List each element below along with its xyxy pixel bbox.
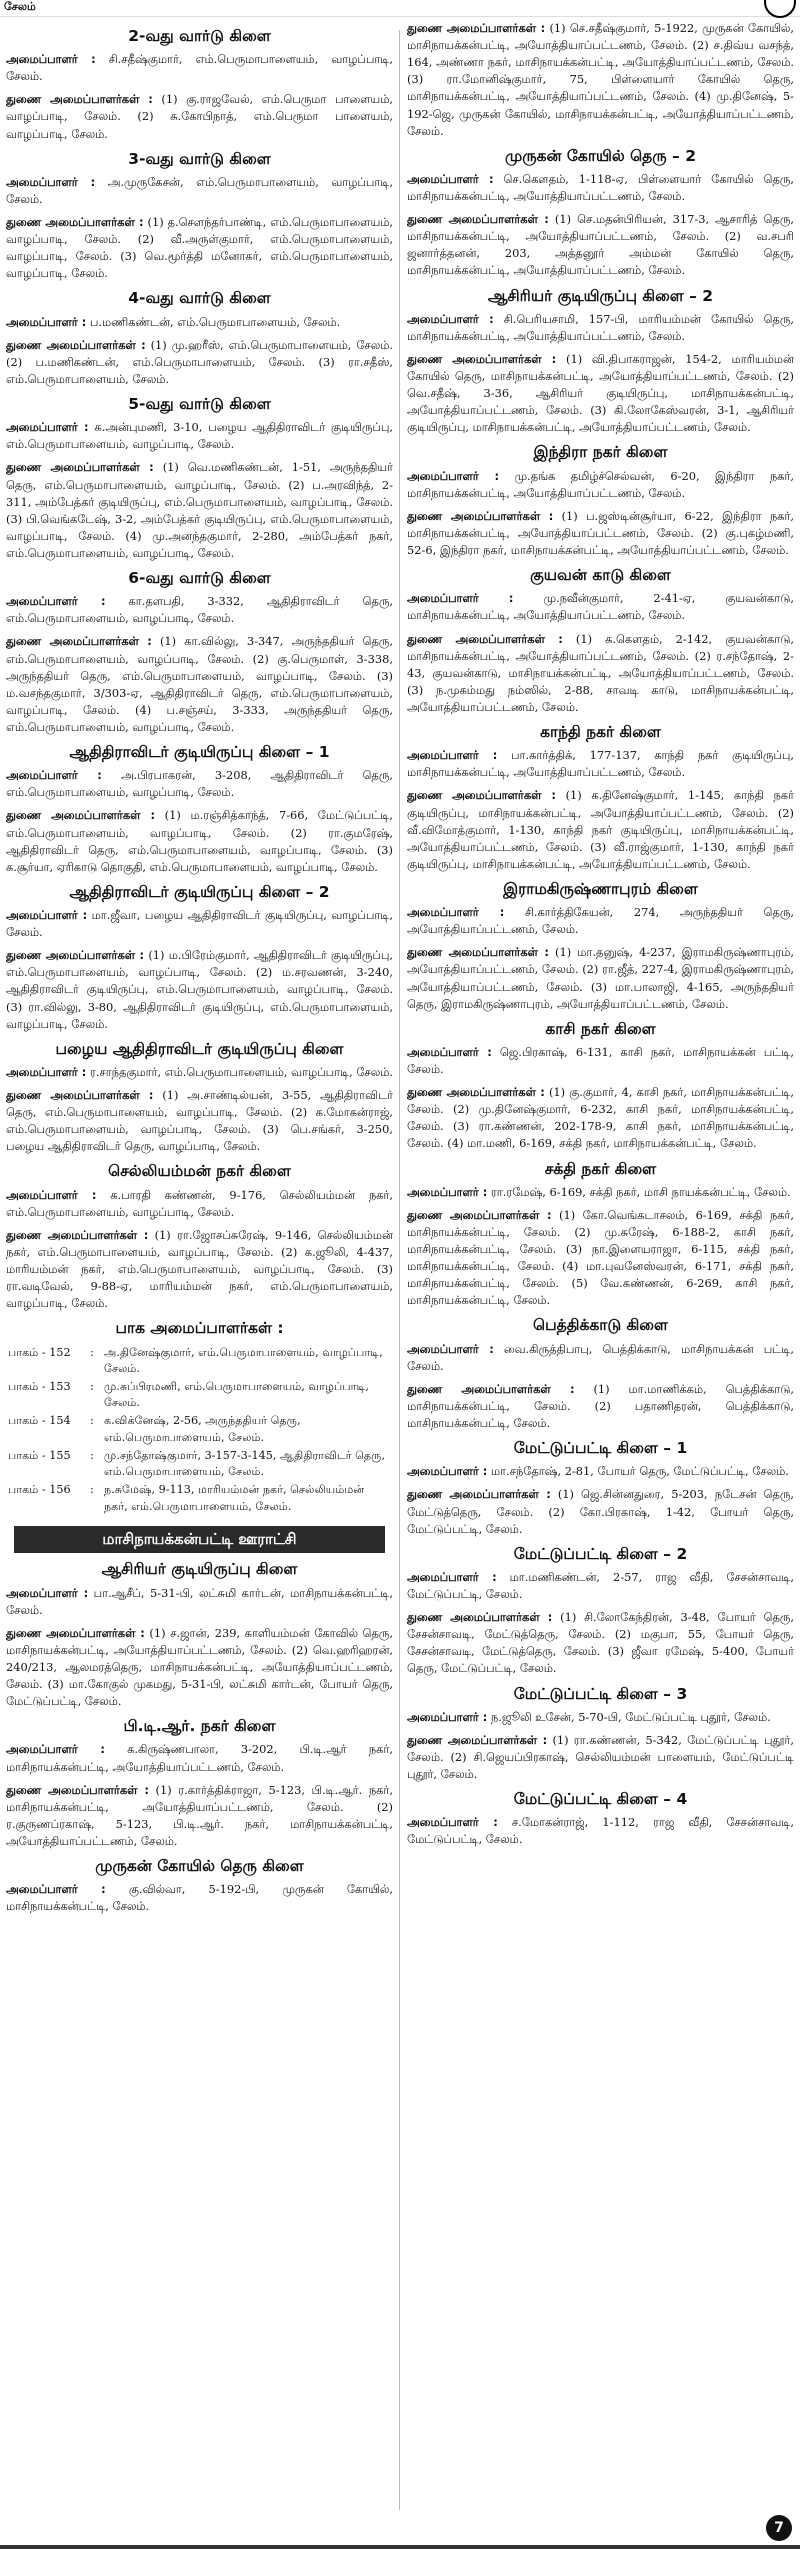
booth-colon: : [90,1380,94,1393]
section-title: முருகன் கோயில் தெரு – 2 [505,146,696,165]
role-label: அமைப்பாளர் : [407,1569,497,1584]
member-details: ஜெ.பிரகாஷ், 6-131, காசி நகர், மாசிநாயக்கன் பட்டி, சேலம். [407,1044,794,1077]
top-header-strip [0,0,800,17]
member-entry [407,631,794,717]
member-details: மா.மணிகண்டன், 2-57, ராஜ வீதி, சேசன்சாவடி, மேட்டுப்பட்டி, சேலம். [407,1569,794,1601]
member-entry [6,1782,393,1850]
header-emblem-circle [764,0,796,18]
member-details: சி.சதீஷ்குமார், எம்.பெருமாபாளையம், வாழப்பாடி, சேலம். [6,52,393,84]
section-title: பெத்திக்காடு கிளை [533,1316,668,1335]
booth-number: பாகம் - 153 [8,1380,71,1393]
member-entry [6,174,393,208]
member-entry [6,1881,393,1915]
section-title: இந்திரா நகர் கிளை [533,443,668,462]
member-entry [407,171,794,205]
role-label: துணை அமைப்பாளர்கள் : [6,337,146,352]
section-title: குயவன் காடு கிளை [530,566,671,585]
member-details: (1) வெ.மணிகண்டன், 1-51, அருந்ததியர் தெரு, எம்.பெருமாபாளையம், வாழப்பாடி, சேலம். (2) ப.அரவிந்த், 2-311, அம்பேத்கர் குடியிருப்பு, எம்.பெருமாபாளையம், வாழப்பாடி, சேலம். (3) பி.வெங்கடேஷ், 3-2, அம்பேத்கர் குடியிருப்பு, எம்.பெருமாபாளையம், வாழப்பாடி, சேலம். (4) மு.அனந்தகுமார், 2-280, அம்பேத்கர் நகர், எம்.பெருமாபாளையம், வாழப்பாடி, சேலம். [6,460,393,560]
role-label: அமைப்பாளர் : [407,591,514,606]
role-label: அமைப்பாளர் : [6,594,106,609]
member-entry [407,211,794,279]
member-entry [407,1814,794,1848]
role-label: அமைப்பாளர் : [407,1709,488,1724]
member-details: (1) ரா.ஜோசப்சுரேஷ், 9-146, செல்லியம்மன் நகர், எம்.பெருமாபாளையம், வாழப்பாடி, சேலம். (2) க.ஜூலி, 4-437, மாரியம்மன் நகர், எம்.பெருமாபாளையம், வாழப்பாடி, சேலம். (3) ரா.வடிவேல், 9-88-ஏ, மாரியம்மன் நகர், எம்.பெருமாபாளையம், வாழப்பாடி, சேலம். [6,1227,393,1311]
booth-number: பாகம் - 154 [8,1414,71,1428]
section-title: இராமகிருஷ்ணாபுரம் கிளை [503,879,698,898]
member-details: (1) மு.ஹரீஸ், எம்.பெருமாபாளையம், சேலம். (2) ப.மணிகண்டன், எம்.பெருமாபாளையம், சேலம். (3) ரா.சதீஸ், எம்.பெருமாபாளையம், சேலம். [6,337,393,386]
booth-row [6,1481,393,1515]
member-details: (1) ர.கார்த்திக்ராஜா, 5-123, பி.டி.ஆர். நகர், மாசிநாயக்கன்பட்டி, அயோத்தியாப்பட்டணம், சேலம். (2) ர.குருணப்ரகாஷ், 5-123, பி.டி.ஆர். நகர், மாசிநாயக்கன்பட்டி, அயோத்தியாப்பட்டணம், சேலம். [6,1782,393,1848]
booth-organizer: மு.சந்தோஷ்குமார், 3-157-3-145, ஆதிதிராவிடர் தெரு, எம்.பெருமாபாளையம், சேலம். [104,1448,386,1479]
member-entry [6,633,393,736]
member-details: (1) கா.வில்லு, 3-347, அருந்ததியர் தெரு, எம்.பெருமாபாளையம், வாழப்பாடி, சேலம். (2) கு.பெருமாள், 3-338, அருந்ததியர் தெரு, எம்.பெருமாபாளையம், வாழப்பாடி, சேலம். (3) ம.வசந்தகுமார், 3/303-ஏ, ஆதிதிராவிடர் தெரு, எம்.பெருமாபாளையம், வாழப்பாடி, சேலம். (4) ப.சஞ்சய், 3-333, அருந்ததியர் தெரு, எம்.பெருமாபாளையம், வாழப்பாடி, சேலம். [6,634,393,734]
role-label: துணை அமைப்பாளர்கள் : [407,945,549,960]
member-details: (1) சி.லோகேந்திரன், 3-48, போயர் தெரு, சேசன்சாவடி, மேட்டுத்தெரு, சேலம். (2) மகுபா, 55, போயர் தெரு, சேசன்சாவடி, மேட்டுத்தெரு, சேலம். (3) ஜீவா ரமேஷ், 5-400, போயர் தெரு, மேட்டுப்பட்டி, சேலம். [407,1610,794,1676]
booth-number: பாகம் - 152 [8,1345,71,1359]
member-entry [407,944,794,1012]
member-entry [6,907,393,941]
booth-organizer: மு.சுப்பிரமணி, எம்.பெருமாபாளையம், வாழப்பாடி, சேலம். [104,1380,369,1410]
member-entry [6,1227,393,1313]
member-details: (1) கு.குமார், 4, காசி நகர், மாசிநாயக்கன்பட்டி, சேலம். (2) மு.தினேஷ்குமார், 6-232, காசி நகர், மாசிநாயக்கன்பட்டி, சேலம். (3) ரா.கண்ணன், 202-178-9, காசி நகர், மாசிநாயக்கன்பட்டி, சேலம். (4) மா.மணி, 6-169, சக்தி நகர், மாசிநாயக்கன்பட்டி, சேலம். [407,1085,794,1151]
member-details: மு.நவீன்குமார், 2-41-ஏ, குயவன்காடு, மாசிநாயக்கன்பட்டி, அயோத்தியாப்பட்டணம், சேலம். [407,591,794,623]
member-entry [407,1184,794,1201]
role-label: அமைப்பாளர் : [6,768,102,783]
article-columns [6,20,794,2520]
role-label: துணை அமைப்பாளர்கள் : [6,948,145,963]
member-details: க.கிருஷ்ணபாலா, 3-202, பி.டி.ஆர் நகர், மாசிநாயக்கன்பட்டி, அயோத்தியாப்பட்டணம், சேலம். [6,1742,393,1774]
member-details: (1) மா.மாணிக்கம், பெத்திக்காடு, மாசிநாயக்கன்பட்டி, சேலம். (2) பதாணிதரன், பெத்திக்காடு, மாசிநாயக்கன்பட்டி, சேலம். [407,1381,794,1431]
member-details: (1) ரா.கண்ணன், 5-342, மேட்டுப்பட்டி புதூர், சேலம். (2) சி.ஜெயப்பிரகாஷ், செல்லியம்மன் பாளையம், மேட்டுப்பட்டி புதூர், சேலம். [407,1732,794,1781]
section-title: 3-வது வார்டு கிளை [128,149,271,168]
section-title: ஆதிதிராவிடர் குடியிருப்பு கிளை – 2 [69,882,330,901]
booth-table [6,1344,393,1516]
section-title: சக்தி நகர் கிளை [544,1159,657,1178]
member-details: மா.சந்தோஷ், 2-81, போயர் தெரு, மேட்டுப்பட்டி, சேலம். [490,1464,789,1479]
role-label: அமைப்பாளர் : [407,748,498,763]
role-label: அமைப்பாளர் : [6,420,89,435]
member-entry [407,1084,794,1152]
member-details: அ.பிரபாகரன், 3-208, ஆதிதிராவிடர் தெரு, எம்.பெருமாபாளையம், வாழப்பாடி, சேலம். [6,768,393,800]
role-label: துணை அமைப்பாளர்கள் : [407,212,549,227]
booth-heading: பாக அமைப்பாளர்கள் : [115,1319,284,1338]
member-entry [6,314,393,331]
member-details: பா.கார்த்திக், 177-137, காந்தி நகர் குடியிருப்பு, மாசிநாயக்கன்பட்டி, அயோத்தியாப்பட்டணம், சேலம். [407,748,794,780]
member-entry [6,947,393,1033]
member-entry [407,904,794,938]
footer-rule [0,2545,800,2549]
member-details: (1) கோ.வெங்கடாசலம், 6-169, சக்தி நகர், மாசிநாயக்கன்பட்டி, சேலம். (2) மு.சுரேஷ், 6-188-2, காசி நகர், மாசிநாயக்கன்பட்டி, சேலம். (3) நா.இளையராஜா, 6-115, சக்தி நகர், மாசிநாயக்கன்பட்டி, சேலம். (4) மா.புவனேஸ்வரன், 6-171, சக்தி நகர், மாசிநாயக்கன்பட்டி, சேலம். (5) வே.கண்ணன், 6-269, காசி நகர், மாசிநாயக்கன்பட்டி, சேலம். [407,1207,794,1308]
booth-colon: : [90,1483,94,1497]
role-label: அமைப்பாளர் : [6,174,96,189]
member-entry [6,1187,393,1221]
booth-number: பாகம் - 155 [8,1448,71,1462]
role-label: அமைப்பாளர் : [407,311,494,326]
member-entry [6,1741,393,1775]
member-entry [6,1087,393,1155]
member-entry [407,468,794,502]
member-entry [407,1709,794,1726]
role-label: அமைப்பாளர் : [407,171,494,186]
role-label: அமைப்பாளர் : [407,1184,488,1199]
member-details: க.அன்புமணி, 3-10, பழைய ஆதிதிராவிடர் குடியிருப்பு, எம்.பெருமாபாளையம், வாழப்பாடி, சேலம். [6,420,393,452]
member-entry [407,1486,794,1537]
member-entry [407,351,794,437]
role-label: அமைப்பாளர் : [6,314,87,329]
member-details: மு.தங்க தமிழ்ச்செல்வன், 6-20, இந்திரா நகர், மாசிநாயக்கன்பட்டி, அயோத்தியாப்பட்டணம், சேலம். [407,468,794,500]
member-details: (1) க.கௌதம், 2-142, குயவன்காடு, மாசிநாயக்கன்பட்டி, அயோத்தியாப்பட்டணம், சேலம். (2) ர.சந்தோஷ், 2-43, குயவன்காடு, மாசிநாயக்கன்பட்டி, அயோத்தியாப்பட்டணம், சேலம். (3) ந.முகம்மது நம்ஸில், 2-88, சாவடி காடு, மாசிநாயக்கன்பட்டி, அயோத்தியாப்பட்டணம், சேலம். [407,631,794,714]
section-title: காந்தி நகர் கிளை [540,723,661,742]
section-title: பி.டி.ஆர். நகர் கிளை [123,1717,276,1736]
role-label: துணை அமைப்பாளர்கள் : [407,1085,545,1100]
member-entry [407,1207,794,1310]
role-label: துணை அமைப்பாளர்கள் : [6,215,144,230]
member-details: (1) ப.ஜஸ்டின்சூர்யா, 6-22, இந்திரா நகர், மாசிநாயக்கன்பட்டி, அயோத்தியாப்பட்டணம், சேலம். (2) கு.புகழ்மணி, 52-6, இந்திரா நகர், மாசிநாயக்கன்பட்டி, அயோத்தியாப்பட்டணம், சேலம். [407,508,794,558]
member-details: (1) அ.சாண்டில்யன், 3-55, ஆதிதிராவிடர் தெரு, எம்.பெருமாபாளையம், வாழப்பாடி, சேலம். (2) க.மோகன்ராஜ், எம்.பெருமாபாளையம், வாழப்பாடி, சேலம். (3) பெ.சங்கர், 3-250, பழைய ஆதிதிராவிடர் தெரு, வாழப்பாடி, சேலம். [6,1088,393,1154]
role-label: துணை அமைப்பாளர்கள் : [407,788,556,803]
member-entry [407,508,794,559]
member-entry [407,1732,794,1783]
booth-row [6,1447,393,1481]
member-entry [6,593,393,627]
role-label: துணை அமைப்பாளர்கள் : [407,1487,551,1502]
member-details: அ.முருகேசன், எம்.பெருமாபாளையம், வாழப்பாடி, சேலம். [6,174,393,206]
role-label: துணை அமைப்பாளர்கள் : [6,634,152,649]
member-entry [407,1044,794,1078]
section-title: ஆதிதிராவிடர் குடியிருப்பு கிளை – 1 [69,743,330,762]
role-label: அமைப்பாளர் : [407,1341,494,1356]
section-title: பழைய ஆதிதிராவிடர் குடியிருப்பு கிளை [55,1039,344,1058]
member-details: (1) ம.ரஞ்சித்காந்த், 7-66, மேட்டுப்பட்டி, எம்.பெருமாபாளையம், வாழப்பாடி, சேலம். (2) ரா.குமரேஷ், ஆதிதிராவிடர் தெரு, எம்.பெருமாபாளையம், வாழப்பாடி, சேலம். (3) க.சூர்யா, ஏரிகாடு தொகுதி, எம்.பெருமாபாளையம், வாழப்பாடி, சேலம். [6,808,393,874]
role-label: துணை அமைப்பாளர்கள் : [6,1625,145,1640]
booth-organizer: அ.தினேஷ்குமார், எம்.பெருமாபாளையம், வாழப்பாடி, சேலம். [104,1345,383,1375]
role-label: துணை அமைப்பாளர்கள் : [407,1381,575,1396]
role-label: துணை அமைப்பாளர்கள் : [407,1207,552,1222]
member-details: (1) க.தினேஷ்குமார், 1-145, காந்தி நகர் குடியிருப்பு, மாசிநாயக்கன்பட்டி, அயோத்தியாப்பட்டணம், சேலம். (2) வீ.விமோத்குமார், 1-130, காந்தி நகர் குடியிருப்பு, மாசிநாயக்கன்பட்டி, அயோத்தியாப்பட்டணம், சேலம். (3) வீ.ராஜ்குமார், 1-130, காந்தி நகர் குடியிருப்பு, மாசிநாயக்கன்பட்டி, அயோத்தியாப்பட்டணம், சேலம். [407,788,794,871]
member-entry [6,214,393,282]
member-entry [407,311,794,345]
role-label: அமைப்பாளர் : [407,905,505,920]
member-details: ச.மோகன்ராஜ், 1-112, ராஜ வீதி, சேசன்சாவடி, மேட்டுப்பட்டி, சேலம். [407,1815,794,1847]
booth-colon: : [90,1345,94,1359]
member-details: (1) செ.சதீஷ்குமார், 5-1922, முருகன் கோயில், மாசிநாயக்கன்பட்டி, அயோத்தியாப்பட்டணம், சேலம். (2) ச.திவ்ய வசந்த், 164, அண்ணா நகர், மாசிநாயக்கன்பட்டி, அயோத்தியாப்பட்டணம், சேலம். (3) ரா.மோனிஷ்குமார், 75, பிள்ளையார் கோயில் தெரு, மாசிநாயக்கன்பட்டி, அயோத்தியாப்பட்டணம், சேலம். (4) மு.தினேஷ், 5-192-ஜெ, முருகன் கோயில், மாசிநாயக்கன்பட்டி, அயோத்தியாப்பட்டணம், சேலம். [407,21,794,138]
member-details: (1) ச.ஜான், 239, காளியம்மன் கோவில் தெரு, மாசிநாயக்கன்பட்டி, அயோத்தியாப்பட்டணம், சேலம். (2) வெ.ஹரிஹரன், 240/213, ஆலமரத்தெரு, மாசிநாயக்கன்பட்டி, அயோத்தியாப்பட்டணம், சேலம். (3) மா.கோகுல் முகமது, 5-31-பி, லட்சுமி கார்டன், போயர் தெரு, மேட்டுப்பட்டி, சேலம். [6,1625,393,1709]
member-entry [407,747,794,781]
right-column [407,20,794,2520]
member-entry [407,1569,794,1603]
role-label: அமைப்பாளர் : [6,1585,89,1600]
role-label: அமைப்பாளர் : [6,1064,87,1079]
member-entry [6,1064,393,1081]
member-entry [6,1625,393,1711]
role-label: துணை அமைப்பாளர்கள் : [407,21,546,35]
role-label: துணை அமைப்பாளர்கள் : [407,1610,553,1625]
member-entry [407,20,794,140]
booth-row [6,1378,393,1412]
section-title: மேட்டுப்பட்டி கிளை – 4 [513,1790,688,1809]
member-details: ர.சாந்தகுமார், எம்.பெருமாபாளையம், வாழப்பாடி, சேலம். [89,1064,393,1079]
booth-row [6,1412,393,1446]
left-column [6,20,393,2520]
member-details: க.பாரதி கண்ணன், 9-176, செல்லியம்மன் நகர், எம்.பெருமாபாளையம், வாழப்பாடி, சேலம். [6,1187,393,1219]
header-title: சேலம் [4,0,36,13]
section-title: 6-வது வார்டு கிளை [128,569,271,588]
member-details: செ.கௌதம், 1-118-ஏ, பிள்ளையார் கோயில் தெரு, மாசிநாயக்கன்பட்டி, அயோத்தியாப்பட்டணம், சேலம். [407,171,794,204]
section-title: முருகன் கோயில் தெரு கிளை [95,1857,304,1876]
member-entry [6,1585,393,1619]
role-label: துணை அமைப்பாளர்கள் : [6,92,153,107]
role-label: அமைப்பாளர் : [6,1187,97,1202]
role-label: அமைப்பாளர் : [407,1464,488,1479]
member-details: ந.ஜூலி உசேன், 5-70-பி, மேட்டுப்பட்டி புதூர், சேலம். [490,1709,771,1724]
member-details: ப.மணிகண்டன், எம்.பெருமாபாளையம், சேலம். [89,314,341,329]
role-label: துணை அமைப்பாளர்கள் : [6,808,156,823]
member-details: பா.ஆசீப், 5-31-பி, லட்சுமி கார்டன், மாசிநாயக்கன்பட்டி, சேலம். [6,1585,393,1617]
member-details: (1) வி.திபாகராஜன், 154-2, மாரியம்மன் கோயில் தெரு, மாசிநாயக்கன்பட்டி, அயோத்தியாப்பட்டணம், சேலம். (2) வெ.சதீஷ், 3-36, ஆசிரியர் குடியிருப்பு, மாசிநாயக்கன்பட்டி, அயோத்தியாப்பட்டணம், சேலம். (3) கி.லோகேஸ்வரன், 3-1, ஆசிரியர் குடியிருப்பு, மாசிநாயக்கன்பட்டி, அயோத்தியாப்பட்டணம், சேலம். [407,351,794,435]
member-details: (1) கு.ராஜவேல், எம்.பெருமா பாளையம், வாழப்பாடி, சேலம். (2) சு.கோபிநாத், எம்.பெருமா பாளையம், வாழப்பாடி, சேலம். [6,92,393,141]
section-title: ஆசிரியர் குடியிருப்பு கிளை – 2 [487,286,714,305]
member-entry [407,1463,794,1480]
section-title: மேட்டுப்பட்டி கிளை – 2 [513,1544,688,1563]
panchayat-banner: மாசிநாயக்கன்பட்டி ஊராட்சி [14,1526,385,1554]
role-label: துணை அமைப்பாளர்கள் : [407,631,563,646]
section-title: காசி நகர் கிளை [545,1019,656,1038]
member-entry [407,1341,794,1375]
member-details: ரா.ரமேஷ், 6-169, சக்தி நகர், மாசி நாயக்கன்பட்டி, சேலம். [490,1184,791,1199]
role-label: துணை அமைப்பாளர்கள் : [407,508,554,523]
section-title: ஆசிரியர் குடியிருப்பு கிளை [101,1560,298,1579]
member-details: வை.கிருத்திபாபு, பெத்திக்காடு, மாசிநாயக்கன் பட்டி, சேலம். [407,1341,794,1373]
section-title: மேட்டுப்பட்டி கிளை – 1 [513,1439,688,1458]
member-entry [6,767,393,801]
member-entry [6,459,393,562]
member-details: (1) த.சௌந்தர்பாண்டி, எம்.பெருமாபாளையம், வாழப்பாடி, சேலம். (2) வீ.அருள்குமார், எம்.பெருமாபாளையம், வாழப்பாடி, சேலம். (3) வெ.மூர்த்தி மனோகர், எம்.பெருமாபாளையம், வாழப்பாடி, சேலம். [6,215,393,281]
section-title: 2-வது வார்டு கிளை [128,27,271,45]
role-label: அமைப்பாளர் : [407,1815,498,1830]
role-label: துணை அமைப்பாளர்கள் : [6,1088,154,1103]
member-details: சி.பெரியசாமி, 157-பி, மாரியம்மன் கோயில் தெரு, மாசிநாயக்கன்பட்டி, அயோத்தியாப்பட்டணம், சேலம். [407,311,794,343]
role-label: துணை அமைப்பாளர்கள் : [407,1732,548,1747]
booth-colon: : [90,1448,94,1462]
role-label: அமைப்பாளர் : [407,1044,492,1059]
booth-organizer: க.விக்னேஷ், 2-56, அருந்ததியர் தெரு, எம்.பெருமாபாளையம், சேலம். [104,1414,301,1444]
booth-organizer: ந.சுமேஷ், 9-113, மாரியம்மன் நகர், செல்லியம்மன் நகர், எம்.பெருமாபாளையம், சேலம். [104,1483,365,1513]
member-entry [6,51,393,85]
member-details: (1) ம.பிரேம்குமார், ஆதிதிராவிடர் குடியிருப்பு, எம்.பெருமாபாளையம், வாழப்பாடி, சேலம். (2) ம.சரவணன், 3-240, ஆதிதிராவிடர் குடியிருப்பு, எம்.பெருமாபாளையம், வாழப்பாடி, சேலம். (3) ரா.வில்லு, 3-80, ஆதிதிராவிடர் குடியிருப்பு, எம்.பெருமாபாளையம், வாழப்பாடி, சேலம். [6,948,393,1031]
booth-row [6,1344,393,1378]
role-label: துணை அமைப்பாளர்கள் : [6,1782,149,1797]
section-title: 4-வது வார்டு கிளை [128,289,271,308]
member-entry [6,807,393,875]
member-details: மா.ஜீவா, பழைய ஆதிதிராவிடர் குடியிருப்பு, வாழப்பாடி, சேலம். [6,908,393,940]
section-title: 5-வது வார்டு கிளை [128,395,271,414]
role-label: துணை அமைப்பாளர்கள் : [6,460,154,475]
role-label: அமைப்பாளர் : [6,52,96,67]
role-label: அமைப்பாளர் : [6,908,88,923]
section-title: செல்லியம்மன் நகர் கிளை [108,1162,291,1181]
member-details: (1) செ.மதன்பிரியன், 317-3, ஆசாரித் தெரு, மாசிநாயக்கன்பட்டி, அயோத்தியாப்பட்டணம், சேலம். (2) வ.சபரி ஜனார்த்தனன், 203, அத்தனூர் அம்மன் கோயில் தெரு, மாசிநாயக்கன்பட்டி, அயோத்தியாப்பட்டணம், சேலம். [407,212,794,278]
member-entry [407,1381,794,1432]
booth-colon: : [90,1414,94,1428]
member-entry [407,787,794,873]
member-details: கா.தளபதி, 3-332, ஆதிதிராவிடர் தெரு, எம்.பெருமாபாளையம், வாழப்பாடி, சேலம். [6,594,393,626]
page-number: 7 [766,2515,792,2541]
member-details: சி.கார்த்திகேயன், 274, அருந்ததியர் தெரு, அயோத்தியாப்பட்டணம், சேலம். [407,905,794,937]
role-label: அமைப்பாளர் : [407,468,499,483]
member-entry [6,337,393,388]
role-label: அமைப்பாளர் : [6,1882,106,1897]
role-label: அமைப்பாளர் : [6,1742,105,1757]
member-entry [407,1609,794,1677]
booth-number: பாகம் - 156 [8,1483,71,1497]
member-entry [6,419,393,453]
member-entry [6,91,393,142]
member-details: கு.வில்வா, 5-192-பி, முருகன் கோயில், மாசிநாயக்கன்பட்டி, சேலம். [6,1882,393,1914]
member-details: (1) ஜெ.சின்னதுரை, 5-203, நடேசன் தெரு, மேட்டுத்தெரு, சேலம். (2) கோ.பிரகாஷ், 1-42, போயர் தெரு, மேட்டுப்பட்டி, சேலம். [407,1487,794,1536]
role-label: துணை அமைப்பாளர்கள் : [6,1227,149,1242]
member-details: (1) மா.தனுஷ், 4-237, இராமகிருஷ்ணாபுரம், அயோத்தியாப்பட்டணம், சேலம். (2) ரா.ஜீத், 227-4, இராமகிருஷ்ணாபுரம், அயோத்தியாப்பட்டணம், சேலம். (3) மா.பாலாஜி, 4-165, அருந்ததியர் தெரு, இராமகிருஷ்ணாபுரம், அயோத்தியாப்பட்டணம், சேலம். [407,945,794,1011]
member-entry [407,590,794,624]
section-title: மேட்டுப்பட்டி கிளை – 3 [513,1684,688,1703]
role-label: துணை அமைப்பாளர்கள் : [407,351,557,366]
